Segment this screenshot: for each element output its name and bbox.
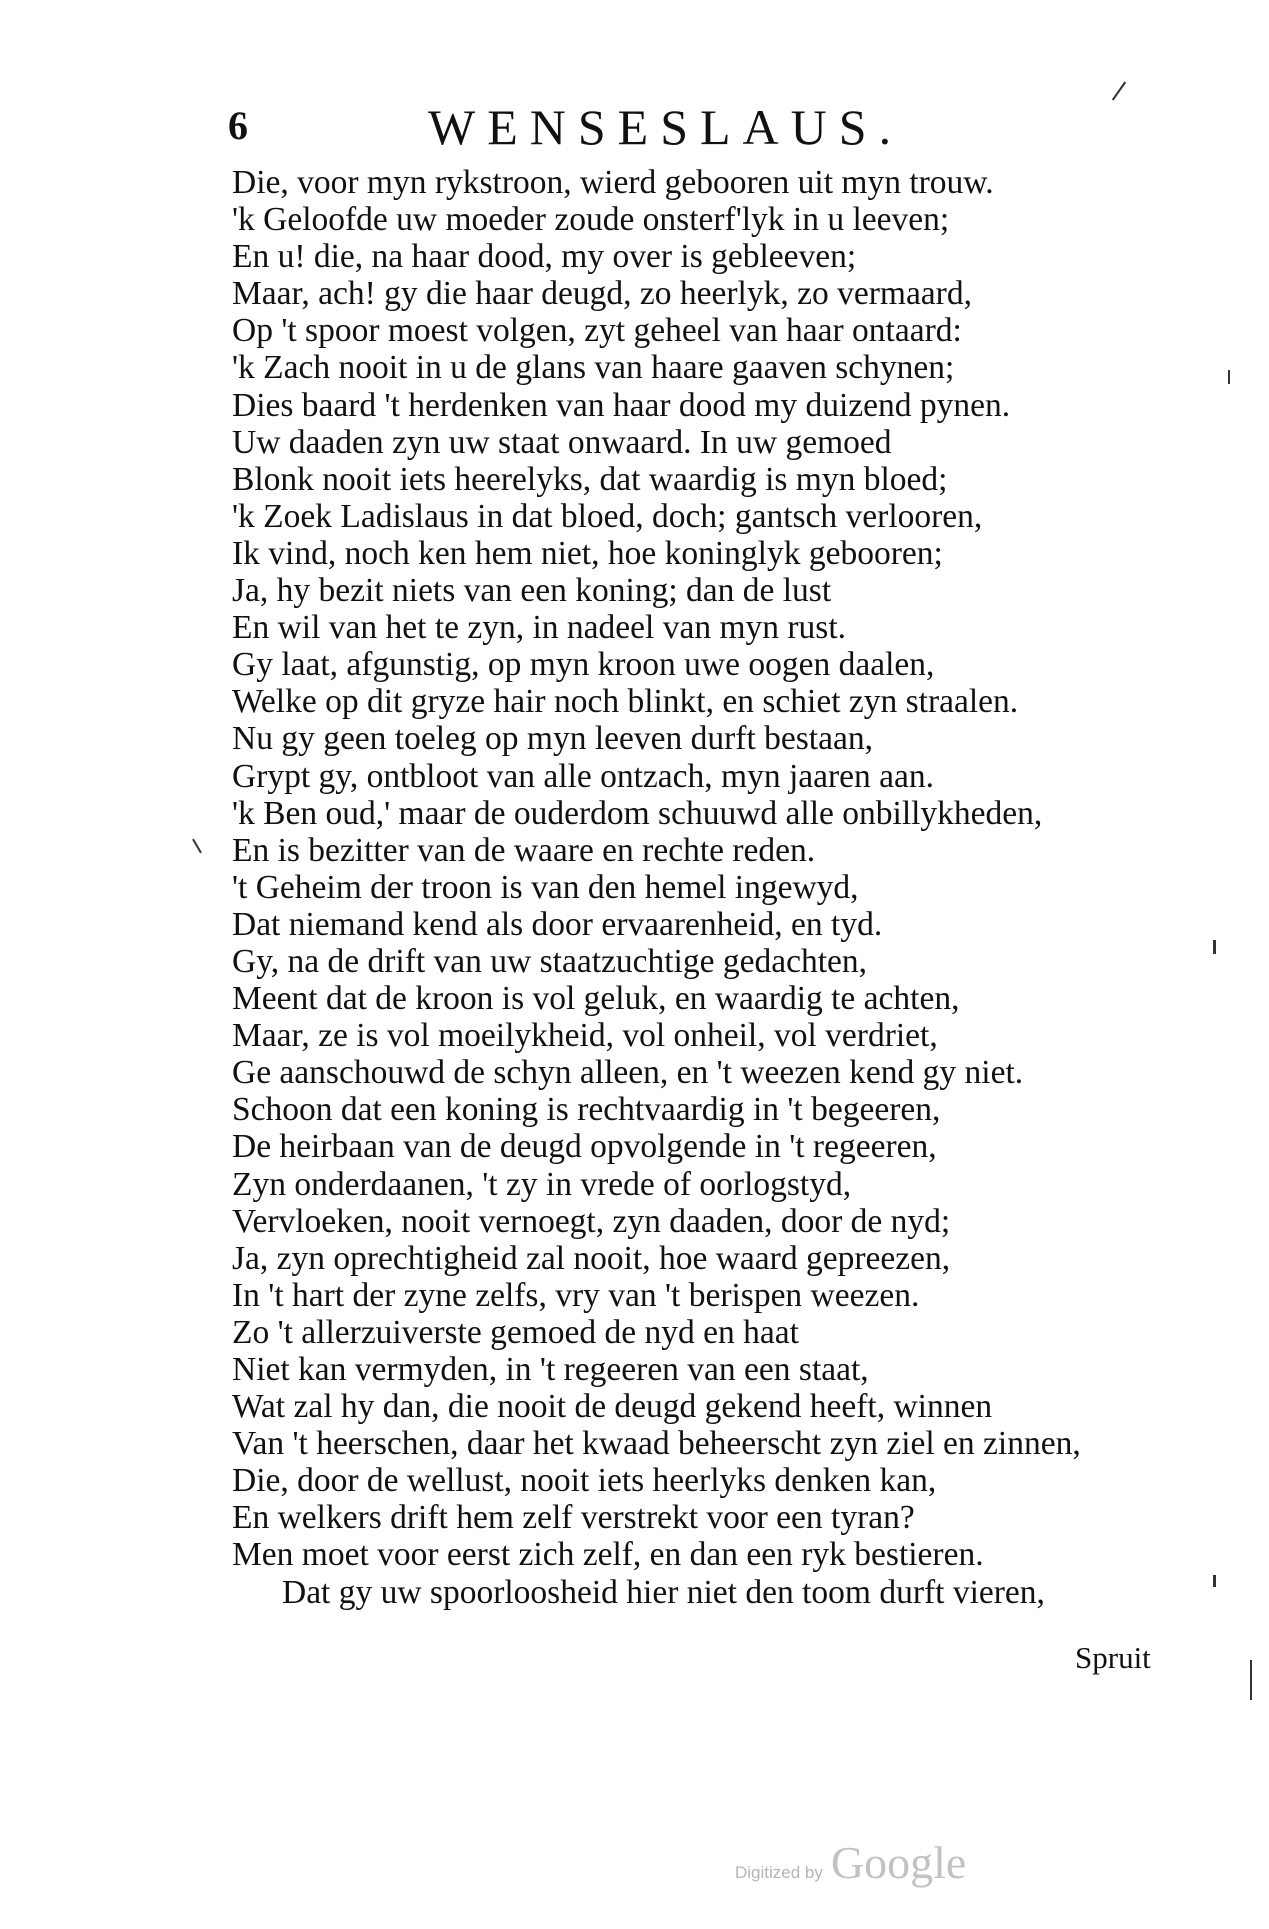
- verse-line: Ge aanschouwd de schyn alleen, en 't weezen kend gy niet.: [232, 1054, 1024, 1092]
- margin-mark: [1112, 81, 1126, 100]
- verse-line: 'k Ben oud,' maar de ouderdom schuuwd alle onbillykheden,: [232, 794, 1043, 832]
- page-number: 6: [228, 103, 248, 148]
- verse-line: Welke op dit gryze hair noch blinkt, en schiet zyn straalen.: [232, 683, 1019, 721]
- margin-mark: [192, 839, 202, 854]
- digitized-watermark: [735, 1836, 966, 1889]
- verse-line: Dat niemand kend als door ervaarenheid, en tyd.: [232, 905, 883, 943]
- verse-line: Wat zal hy dan, die nooit de deugd gekend heeft, winnen: [232, 1388, 993, 1426]
- verse-line: Vervloeken, nooit vernoegt, zyn daaden, door de nyd;: [232, 1202, 951, 1240]
- verse-line: 'k Zach nooit in u de glans van haare gaaven schynen;: [232, 349, 955, 387]
- verse-line: Ja, hy bezit niets van een koning; dan de lust: [232, 572, 832, 610]
- margin-mark: [1213, 1575, 1216, 1587]
- verse-line: Ik vind, noch ken hem niet, hoe koninglyk gebooren;: [232, 534, 943, 572]
- verse-line: Blonk nooit iets heerelyks, dat waardig is myn bloed;: [232, 460, 948, 498]
- verse-line: 't Geheim der troon is van den hemel ingewyd,: [232, 868, 859, 906]
- verse-line: Niet kan vermyden, in 't regeeren van een staat,: [232, 1351, 869, 1388]
- verse-line: En u! die, na haar dood, my over is gebleeven;: [232, 238, 857, 276]
- verse-line: 'k Zoek Ladislaus in dat bloed, doch; gantsch verlooren,: [232, 497, 983, 535]
- verse-line: Op 't spoor moest volgen, zyt geheel van haar ontaard:: [232, 312, 962, 350]
- running-title: WENSESLAUS.: [428, 99, 904, 155]
- verse-line: 'k Geloofde uw moeder zoude onsterf'lyk in u leeven;: [232, 201, 950, 239]
- verse-line: In 't hart der zyne zelfs, vry van 't berispen weezen.: [232, 1276, 920, 1314]
- margin-mark: [1250, 1660, 1252, 1700]
- verse-line: Dat gy uw spoorloosheid hier niet den toom durft vieren,: [282, 1573, 1045, 1611]
- verse-line: Ja, zyn oprechtigheid zal nooit, hoe waard gepreezen,: [232, 1239, 951, 1277]
- page-header: [228, 98, 1008, 158]
- verse-line: De heirbaan van de deugd opvolgende in 't regeeren,: [232, 1128, 937, 1166]
- verse-line: Grypt gy, ontbloot van alle ontzach, myn jaaren aan.: [232, 757, 935, 795]
- verse-line: En welkers drift hem zelf verstrekt voor een tyran?: [232, 1499, 915, 1537]
- verse-line: Die, voor myn rykstroon, wierd gebooren uit myn trouw.: [232, 164, 994, 201]
- digitized-label: Digitized by: [735, 1863, 823, 1882]
- verse-line: Gy laat, afgunstig, op myn kroon uwe oogen daalen,: [232, 646, 935, 684]
- verse-line: Schoon dat een koning is rechtvaardig in 't begeeren,: [232, 1091, 941, 1129]
- verse-line: Zyn onderdaanen, 't zy in vrede of oorlogstyd,: [232, 1165, 852, 1203]
- verse-line: Zo 't allerzuiverste gemoed de nyd en haat: [232, 1313, 799, 1351]
- google-logo: Google: [830, 1837, 967, 1888]
- verse-line: Men moet voor eerst zich zelf, en dan een ryk bestieren.: [232, 1536, 984, 1574]
- verse-block: [232, 164, 1182, 1611]
- verse-line: En wil van het te zyn, in nadeel van myn rust.: [232, 609, 847, 647]
- verse-line: Gy, na de drift van uw staatzuchtige gedachten,: [232, 942, 868, 980]
- verse-line: Die, door de wellust, nooit iets heerlyks denken kan,: [232, 1462, 937, 1500]
- catchword: Spruit: [1075, 1640, 1151, 1675]
- verse-line: Meent dat de kroon is vol geluk, en waardig te achten,: [232, 980, 960, 1018]
- verse-line: Nu gy geen toeleg op myn leeven durft bestaan,: [232, 720, 873, 758]
- margin-mark: [1213, 940, 1216, 954]
- verse-line: Maar, ach! gy die haar deugd, zo heerlyk, zo vermaard,: [232, 275, 972, 313]
- verse-line: Dies baard 't herdenken van haar dood my duizend pynen.: [232, 386, 1011, 424]
- verse-line: En is bezitter van de waare en rechte reden.: [232, 831, 816, 869]
- verse-line: Maar, ze is vol moeilykheid, vol onheil, vol verdriet,: [232, 1017, 938, 1055]
- verse-line: Van 't heerschen, daar het kwaad beheerscht zyn ziel en zinnen,: [232, 1425, 1081, 1463]
- margin-mark: [1228, 370, 1230, 384]
- verse-line: Uw daaden zyn uw staat onwaard. In uw gemoed: [232, 423, 892, 461]
